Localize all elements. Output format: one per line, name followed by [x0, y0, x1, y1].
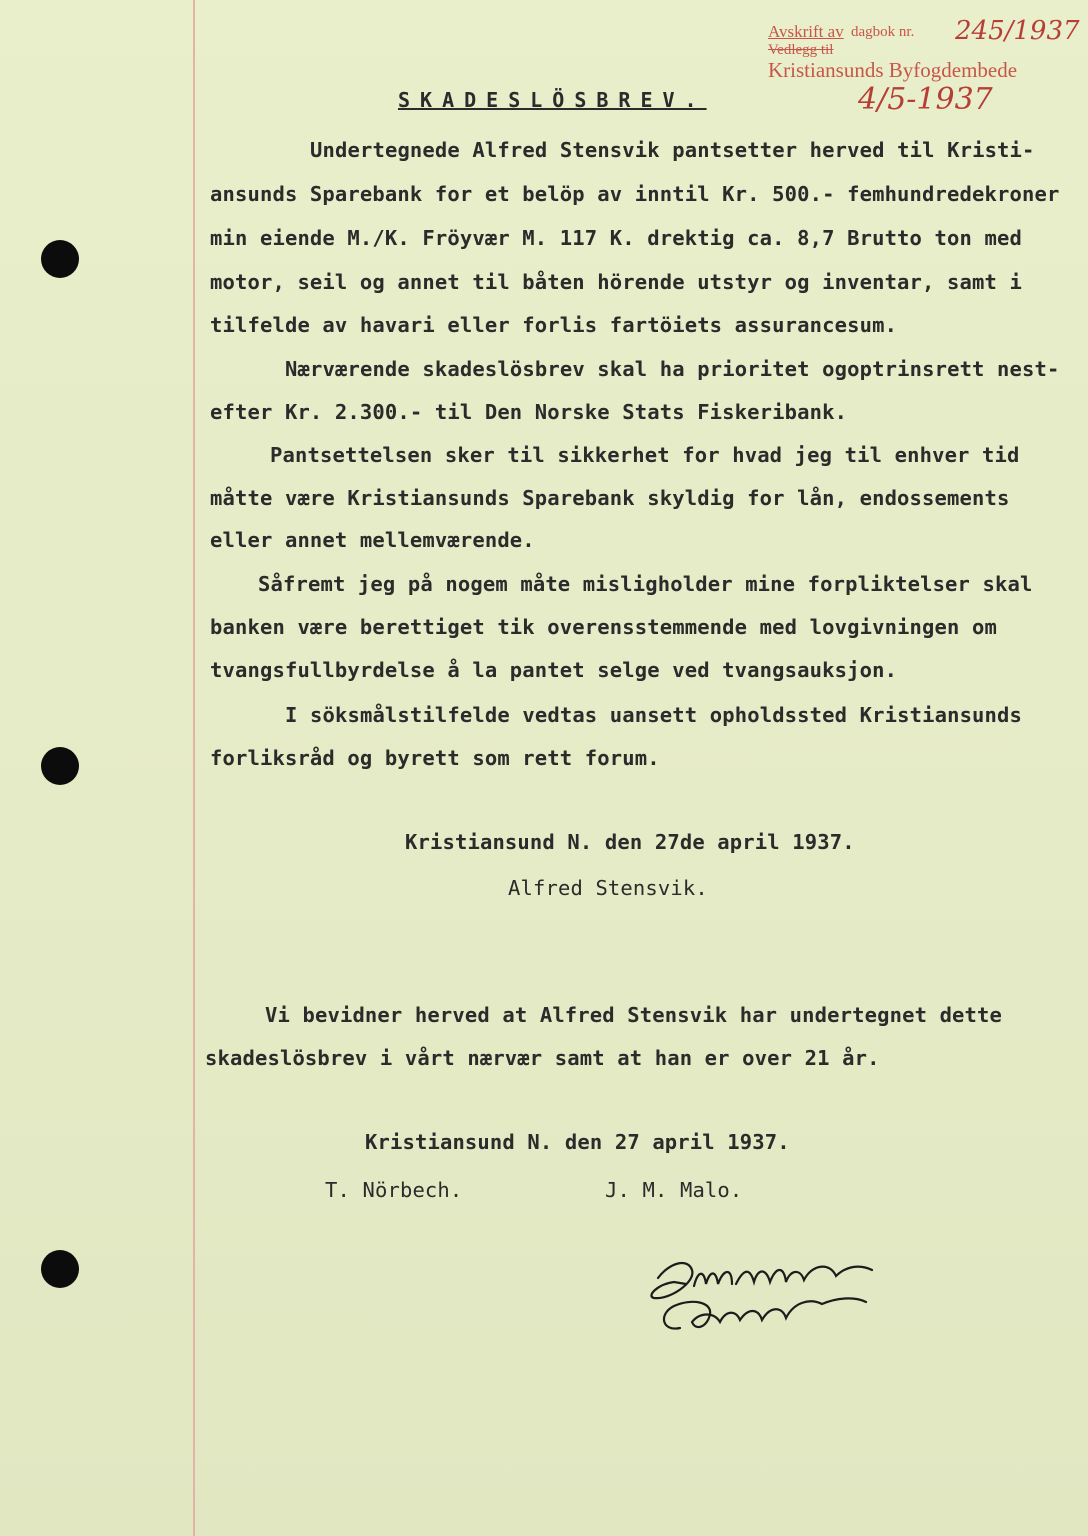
witness-line: skadeslösbrev i vårt nærvær samt at han er over 21 år. — [205, 1046, 880, 1070]
handwritten-journal-number: 245/1937 — [955, 16, 1080, 46]
body-line: eller annet mellemværende. — [210, 528, 535, 552]
witness-line: Vi bevidner herved at Alfred Stensvik har undertegnet dette — [265, 1003, 1003, 1027]
signer-name: Alfred Stensvik. — [508, 876, 708, 900]
document-title: SKADESLÖSBREV. — [398, 88, 707, 112]
body-line: Pantsettelsen sker til sikkerhet for hvad jeg til enhver tid — [270, 443, 1020, 467]
stamp-dagbok: dagbok nr. — [851, 24, 915, 40]
body-line: Såfremt jeg på nogem måte misligholder mine forpliktelser skal — [258, 572, 1033, 596]
handwritten-date: 4/5-1937 — [858, 82, 993, 117]
body-line: ansunds Sparebank for et belöp av inntil Kr. 500.- femhundredekroner — [210, 182, 1060, 206]
body-line: efter Kr. 2.300.- til Den Norske Stats Fiskeribank. — [210, 400, 848, 424]
body-line: Nærværende skadeslösbrev skal ha prioritet ogoptrinsrett nest- — [285, 357, 1060, 381]
handwritten-signature — [640, 1240, 910, 1350]
body-line: tilfelde av havari eller forlis fartöiets assurancesum. — [210, 313, 898, 337]
witness-name: J. M. Malo. — [605, 1178, 743, 1202]
body-line: tvangsfullbyrdelse å la pantet selge ved tvangsauksjon. — [210, 658, 898, 682]
stamp-court: Kristiansunds Byfogdembede — [768, 58, 1018, 82]
place-date: Kristiansund N. den 27de april 1937. — [405, 830, 855, 854]
punch-hole — [41, 240, 79, 278]
witness-name: T. Nörbech. — [325, 1178, 463, 1202]
body-line: banken være berettiget tik overensstemmende med lovgivningen om — [210, 615, 997, 639]
place-date: Kristiansund N. den 27 april 1937. — [365, 1130, 790, 1154]
body-line: min eiende M./K. Fröyvær M. 117 K. drektig ca. 8,7 Brutto ton med — [210, 226, 1022, 250]
stamp-vedlegg: Vedlegg til — [768, 42, 834, 58]
body-line: I söksmålstilfelde vedtas uansett opholdssted Kristiansunds — [285, 703, 1023, 727]
body-line: motor, seil og annet til båten hörende utstyr og inventar, samt i — [210, 270, 1022, 294]
body-line: Undertegnede Alfred Stensvik pantsetter herved til Kristi- — [310, 138, 1035, 162]
body-line: måtte være Kristiansunds Sparebank skyldig for lån, endossements — [210, 486, 1010, 510]
margin-rule — [193, 0, 195, 1536]
body-line: forliksråd og byrett som rett forum. — [210, 746, 660, 770]
punch-hole — [41, 747, 79, 785]
punch-hole — [41, 1250, 79, 1288]
stamp-avskrift: Avskrift av — [768, 22, 844, 41]
